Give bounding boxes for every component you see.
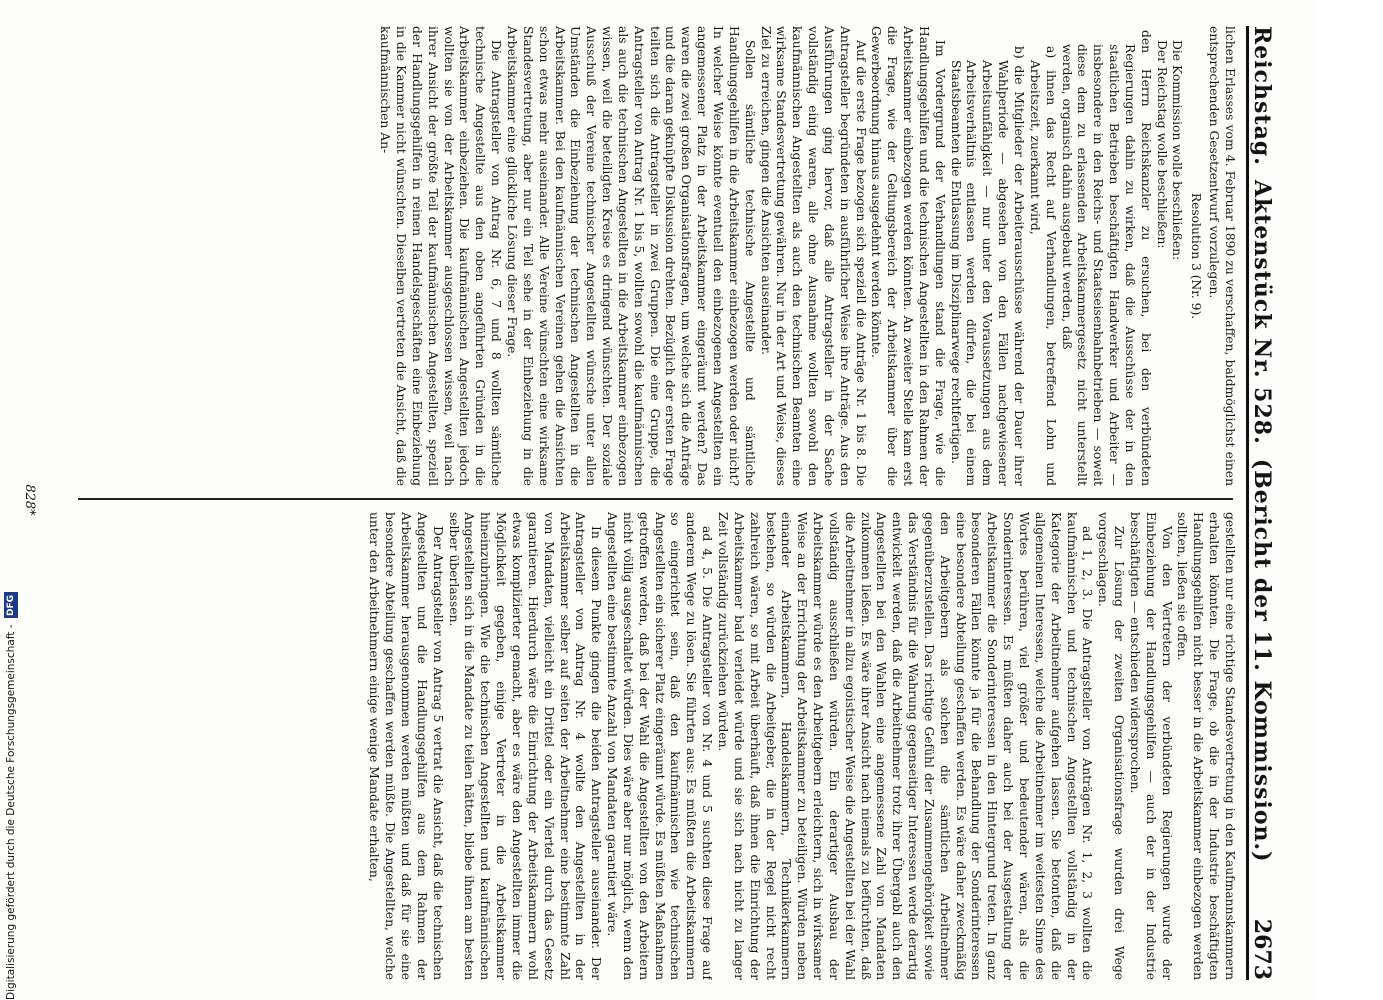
paragraph: den Herrn Reichskanzler zu ersuchen, bei den verbündeten Regierungen dahin zu wirken, daß die Ausschüsse der in den staatlichen Betrieben beschäftigten Handwerker und Arbeiter — insbesondere in den Reichs- und Staatseisenbahnbetrieben — soweit diese dem zu erlassenden Arbeitskammergesetz nicht unterstellt werden, organisch dahin ausgebaut werden, daß [1059, 30, 1153, 486]
text-column-left [70, 26, 1237, 486]
header-left [1249, 26, 1275, 863]
dfg-logo-icon: DFG [4, 592, 18, 618]
paragraph: Die Kommission wolle beschließen: [1170, 40, 1185, 261]
text-column-right [70, 512, 1237, 980]
digitization-credit [2, 580, 20, 1000]
paragraph: Im Vordergrund der Verhandlungen stand die Frage, wie die Handlungsgehilfen und die technischen Angestellten in den Rahmen der Arbeitskammer einbezogen werden könnten. An zweiter Stelle kam erst die Frage, wie der Geltungsbereich der Arbeitskammer über die Gewerbeordnung hinaus ausgedehnt werden könnte. [869, 26, 947, 486]
paragraph: Der Antragsteller von Antrag 5 vertrat die Ansicht, daß die technischen Angestellten und die Handlungsgehilfen aus dem Rahmen der Arbeitskammer herausgenommen werden müßten und daß für sie eine besondere Abteilung geschaffen werden müßte. Die Angestellten, welche unter den Arbeitnehmern einige wenige Mandate erhalten, [367, 512, 445, 980]
paragraph: gestellten nur eine richtige Standesvertretung in den Kaufmannskammern erhalten könnten. Die Frage, ob die in der Industrie beschäftigten Handlungsgehilfen nicht besser in die Arbeitskammer einbezogen werden sollten, ließen sie offen. [1175, 512, 1237, 980]
column-divider [78, 498, 1233, 500]
paragraph: Die Antragsteller von Antrag Nr. 6, 7 und 8 wollten sämtliche technische Angestellte aus den oben angeführten Gründen in die Arbeitskammer einbeziehen. Die kaufmännischen Angestellten jedoch wollten sie von der Arbeitskammer ausgeschlossen wissen, weil nach ihrer Ansicht der größte Teil der kaufmännischen Angestellten, speziell der Handlungsgehilfen in reinen Handelsgeschäften eine Einbeziehung in die Kammer nicht wünschten. Dieselben vertreten die Ansicht, daß die kaufmännischen An- [378, 26, 504, 486]
paragraph: b) die Mitglieder der Arbeiterausschüsse während der Dauer ihrer Wahlperiode — abgesehen von den Fällen nachgewiesener Arbeitsunfähigkeit — nur unter den Voraussetzungen aus dem Arbeitsverhältnis entlassen werden dürfen, die bei einem Staatsbeamten die Entlassung im Disziplinarwege rechtfertigen. [948, 46, 1027, 486]
paragraph: Zur Lösung der zweiten Organisationsfrage wurden drei Wege vorgeschlagen. [1096, 512, 1127, 980]
paragraph: Der Reichstag wolle beschließen: [1154, 40, 1169, 249]
page-signature: 828* [22, 484, 37, 516]
header-subtitle: (Bericht der 11. Kommission.) [1249, 458, 1275, 863]
page-header [1246, 26, 1299, 980]
paragraph: Auf die erste Frage bezogen sich speziell die Anträge Nr. 1 bis 8. Die Antragsteller begründeten in ausführlicher Weise ihre Anträge. Aus den Ausführungen ging hervor, daß alle Antragsteller in der Sache vollständig einig waren, alle ohne Ausnahme wollten sowohl den kaufmännischen Angestellten als auch den technischen Beamten eine wirksame Standesvertretung gewähren. Nur in der Art und Weise, dieses Ziel zu erreichen, gingen die Ansichten auseinander. [758, 26, 868, 486]
page-number: 2673 [1249, 918, 1275, 980]
paragraph: In diesem Punkte gingen die beiden Antragsteller auseinander. Der Antragsteller von Antrag Nr. 4 wollte den Angestellten in der Arbeitskammer selber auf seiten der Arbeitnehmer eine bestimmte Zahl von Mandaten, vielleicht ein Drittel oder ein Viertel durch das Gesetz garantieren. Hierdurch wäre die Einrichtung der Arbeitskammern wohl etwas komplizierter gemacht, aber es wäre den Angestellten immer die Möglichkeit gegeben, einige Vertreter in die Arbeitskammer hineinzubringen. Wie die technischen Angestellten und kaufmännischen Angestellten sich in die Mandate zu teilen hätten, bliebe ihnen am besten selber überlassen. [446, 512, 604, 980]
header-reichstag: Reichstag. [1249, 26, 1275, 166]
paragraph: a) ihnen das Recht auf Verhandlungen, betreffend Lohn und Arbeitszeit, zuerkannt wird, [1027, 46, 1058, 486]
credit-text: Digitalisierung gefördert durch die Deutsche Forschungsgemeinschaft - [5, 624, 17, 1000]
paragraph: ad 4, 5. Die Antragsteller von Nr. 4 und 5 suchten diese Frage auf anderem Wege zu lösen. Sie führten aus: Es müßten die Arbeitskammern so eingerichtet sein, daß den kaufmännischen wie technischen Angestellten ein sicherer Platz eingeräumt würde. Es müßten Maßnahmen getroffen werden, daß bei der Wahl die Angestellten von den Arbeitern nicht völlig ausgeschaltet würden. Dies wäre aber nur möglich, wenn den Angestellten eine bestimmte Anzahl von Mandaten garantiert wäre. [605, 512, 715, 980]
paragraph: Resolution 3 (Nr. 9). [1189, 192, 1204, 320]
paragraph: Sollen sämtliche technische Angestellte und sämtliche Handlungsgehilfen in die Arbeitskammer einbezogen werden oder nicht? In welcher Weise könnte eventuell den einbezogenen Angestellten ein angemessener Platz in der Arbeitskammer eingeräumt werden? Das waren die zwei großen Organisationsfragen, um welche sich die Anträge und die daran geknüpfte Diskussion drehten. Bezüglich der ersten Frage teilten sich die Antragsteller in zwei Gruppen. Die eine Gruppe, die Antragsteller von Antrag Nr. 1 bis 5, wollten sowohl die kaufmännischen als auch die technischen Angestellten in die Arbeitskammer einbezogen wissen, weil die beteiligten Kreise es dringend wünschten. Der soziale Ausschuß der Vereine technischer Angestellten wünsche unter allen Umständen die Einbeziehung der technischen Angestellten in die Arbeitskammer. Bei den kaufmännischen Vereinen gehen die Ansichten schon etwas mehr auseinander. Alle Vereine wünschten eine wirksame Standesvertretung, aber nur ein Teil sehe in der Einbeziehung in die Arbeitskammer eine glückliche Lösung dieser Frage. [505, 26, 757, 486]
paragraph: ad 1, 2, 3. Die Antragsteller von Anträgen Nr. 1, 2, 3 wollten die kaufmännischen und technischen Angestellten vollständig in der Kategorie der Arbeitnehmer aufgehen lassen. Sie betonten, daß die allgemeinen Interessen, welche die Arbeitnehmer im weitesten Sinne des Wortes berühren, viel größer und bedeutender wären, als die Sonderinteressen. Es müßten daher auch bei der Ausgestaltung der Arbeitskammer die Sonderinteressen in den Hintergrund treten. In ganz besonderen Fällen könnte ja für die Behandlung der Sonderinteressen eine besondere Abteilung geschaffen werden. Es wäre daher zweckmäßig den Arbeitgebern als solchen die sämtlichen Arbeitnehmer gegenüberzustellen. Das richtige Gefühl der Zusammengehörigkeit sowie das Verständnis für die Wahrung gegenseitiger Interessen werde derartig entwickelt werden, daß die Arbeitnehmer trotz ihrer Übergabl auch den Angestellten bei den Wahlen eine angemessene Zahl von Mandaten zukommen ließen. Es wäre ihrer Ansicht nach niemals zu befürchten, daß die Arbeitnehmer in allzu egoistischer Weise die Angestellten bei der Wahl vollständig ausschließen würden. Ein derartiger Ausbau der Arbeitskammer würde es den Arbeitgebern erleichtern, sich in wirksamer Weise an der Errichtung der Arbeitskammer zu beteiligen. Würden neben einander Arbeitskammern, Handelskammern, Technikerkammern bestehen, so würden die Arbeitgeber, die in der Regel nicht recht zahlreich wären, so mit Arbeit überhäuft, daß ihnen die Einrichtung der Arbeitskammer bald verleidet würde und sie sich nach nicht zu langer Zeit vollständig zurückziehen würden. [716, 512, 1095, 980]
header-document-number: Aktenstück Nr. 528. [1249, 179, 1275, 445]
paragraph: lichen Erlasses vom 4. Februar 1890 zu verschaffen, baldmöglichst einen entsprechenden Gesetzentwurf vorzulegen. [1207, 26, 1237, 486]
paragraph: Von den Vertretern der verbündeten Regierungen wurde der Einbeziehung der Handlungsgehilfen — auch der in der Industrie beschäftigten — entschieden widersprochen. [1127, 512, 1174, 980]
